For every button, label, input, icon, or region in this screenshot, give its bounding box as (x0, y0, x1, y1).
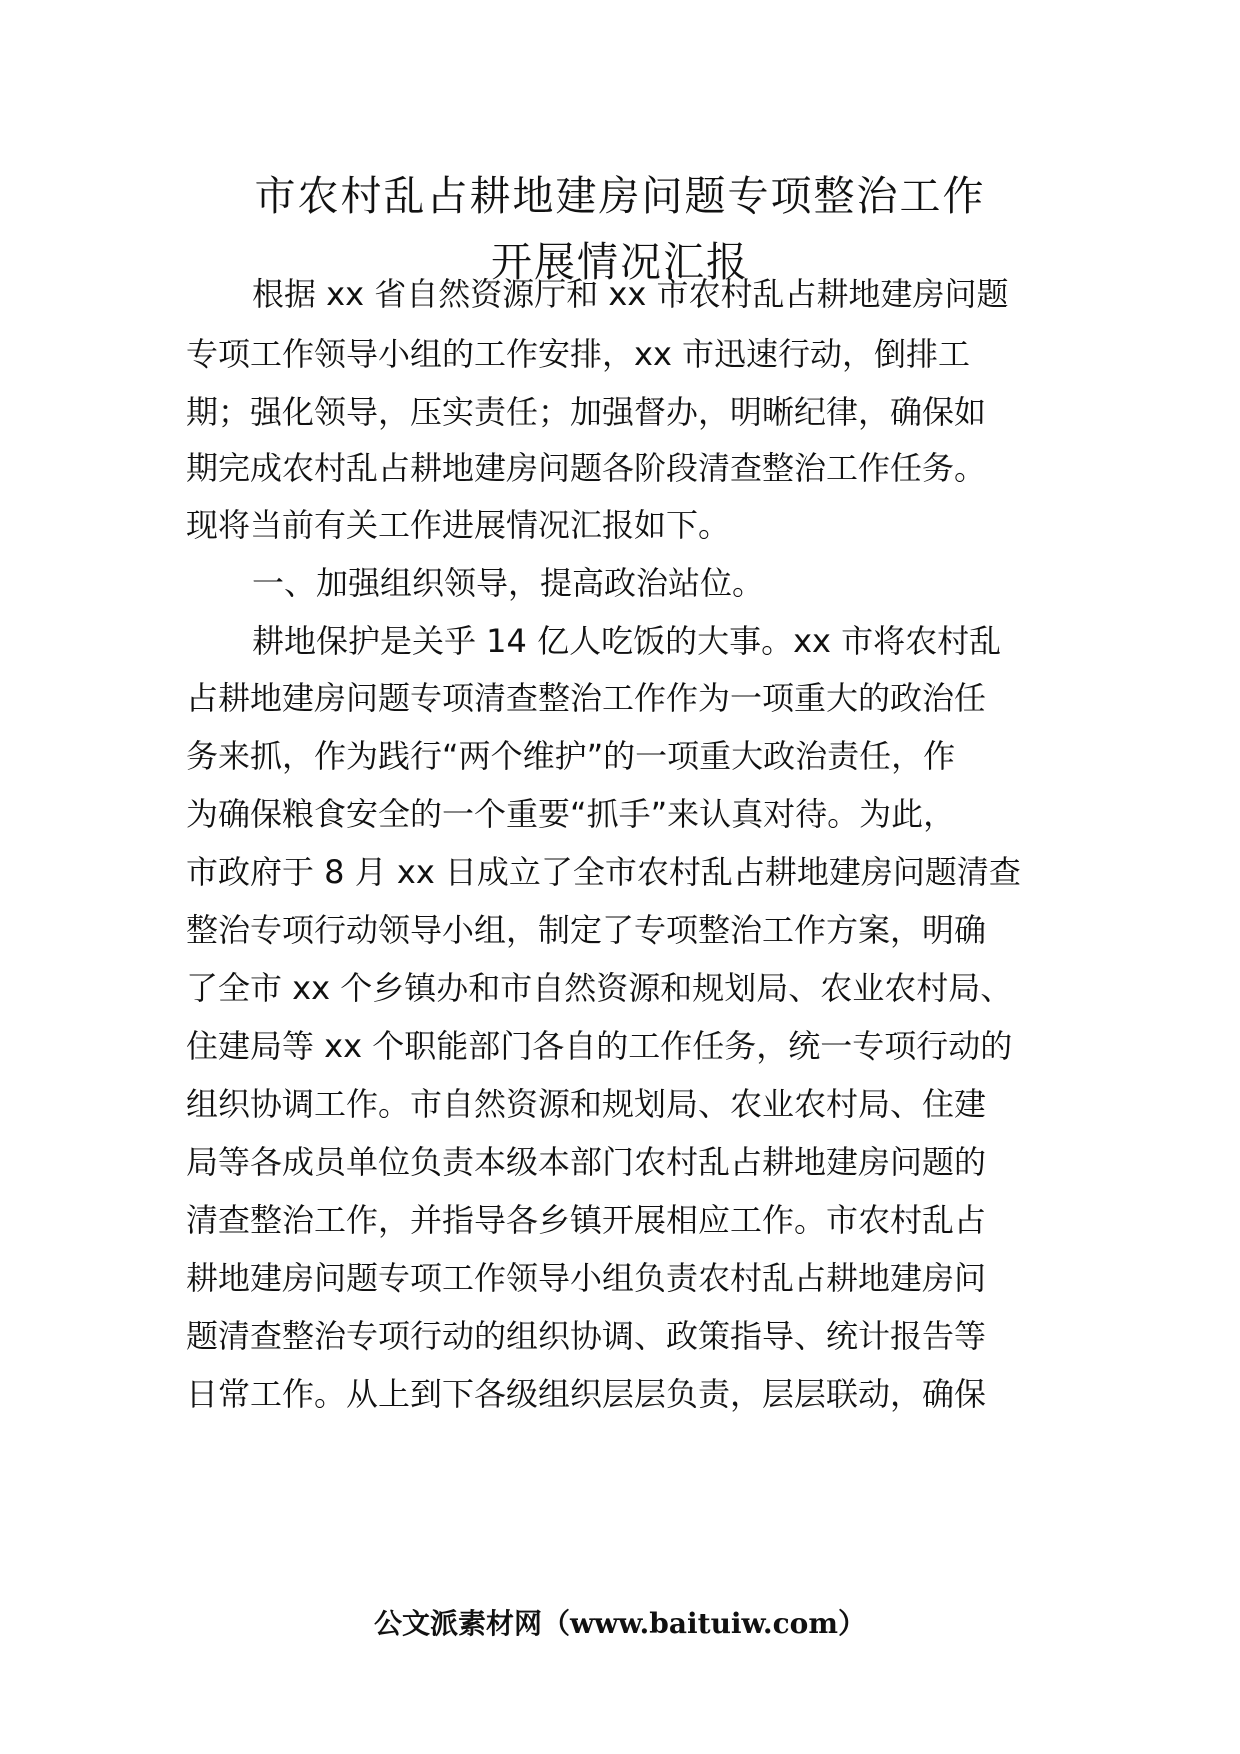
document-title-line-2: 开展情况汇报 (491, 238, 749, 286)
paragraph-line: 占耕地建房问题专项清查整治工作作为一项重大的政治任 (186, 679, 987, 717)
paragraph-line: 整治专项行动领导小组，制定了专项整治工作方案，明确 (186, 911, 987, 949)
paragraph-line: 清查整治工作，并指导各乡镇开展相应工作。市农村乱占 (186, 1201, 987, 1239)
paragraph-line: 住建局等 xx 个职能部门各自的工作任务，统一专项行动的 (186, 1027, 1013, 1065)
paragraph-line: 组织协调工作。市自然资源和规划局、农业农村局、住建 (186, 1085, 987, 1123)
paragraph-line: 为确保粮食安全的一个重要“抓手”来认真对待。为此， (186, 795, 956, 833)
paragraph-line: 务来抓，作为践行“两个维护”的一项重大政治责任，作 (186, 737, 956, 775)
paragraph-line: 了全市 xx 个乡镇办和市自然资源和规划局、农业农村局、 (186, 969, 1013, 1007)
paragraph-line: 期；强化领导，压实责任；加强督办，明晰纪律，确保如 (186, 393, 987, 431)
paragraph-line: 局等各成员单位负责本级本部门农村乱占耕地建房问题的 (186, 1143, 987, 1181)
paragraph-line: 专项工作领导小组的工作安排，xx 市迅速行动，倒排工 (186, 335, 971, 373)
paragraph-line: 耕地建房问题专项工作领导小组负责农村乱占耕地建房问 (186, 1259, 987, 1297)
paragraph-line: 现将当前有关工作进展情况汇报如下。 (186, 506, 731, 544)
section-heading: 一、加强组织领导，提高政治站位。 (252, 564, 765, 602)
paragraph-line: 期完成农村乱占耕地建房问题各阶段清查整治工作任务。 (186, 449, 987, 487)
paragraph-line: 日常工作。从上到下各级组织层层负责，层层联动，确保 (186, 1375, 987, 1413)
paragraph-line: 耕地保护是关乎 14 亿人吃饭的大事。xx 市将农村乱 (252, 622, 1002, 660)
document-title-line-1: 市农村乱占耕地建房问题专项整治工作 (254, 172, 986, 220)
paragraph-line: 根据 xx 省自然资源厅和 xx 市农村乱占耕地建房问题 (252, 275, 1009, 313)
paragraph-line: 题清查整治专项行动的组织协调、政策指导、统计报告等 (186, 1317, 987, 1355)
paragraph-line: 市政府于 8 月 xx 日成立了全市农村乱占耕地建房问题清查 (186, 853, 1021, 891)
footer-source: 公文派素材网（www.baituiw.com） (374, 1607, 866, 1640)
